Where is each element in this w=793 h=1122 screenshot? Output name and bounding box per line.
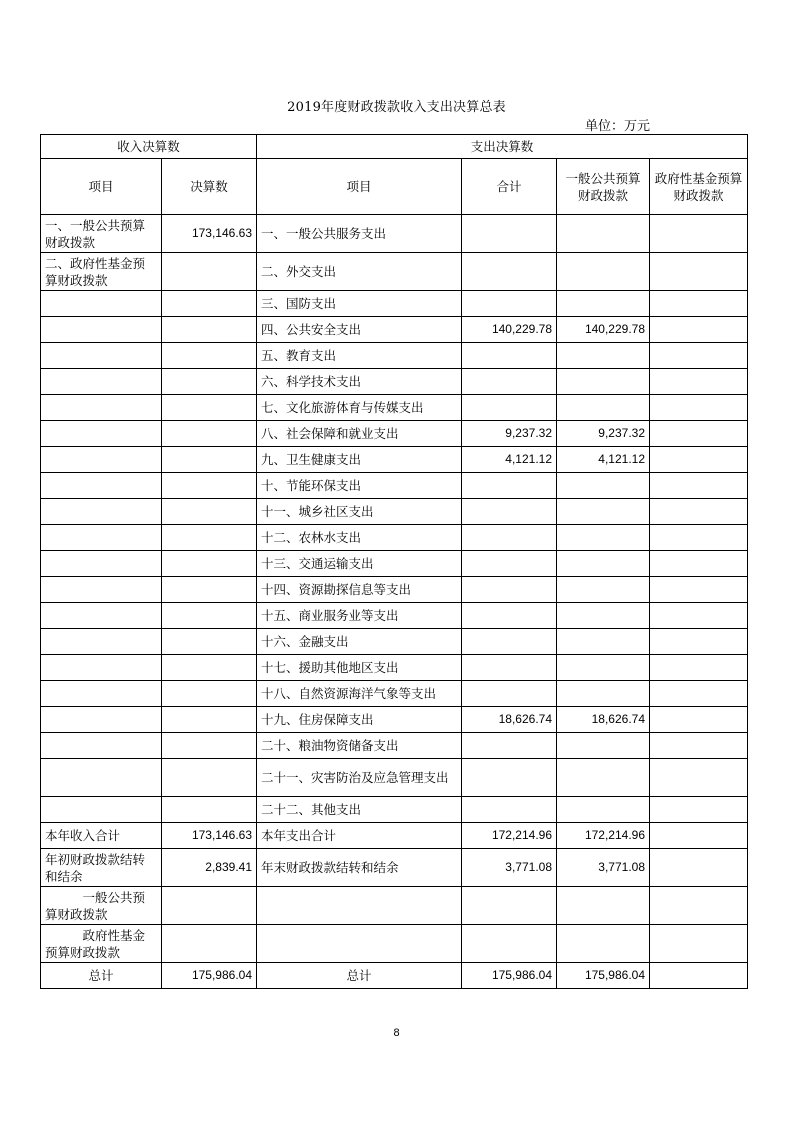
fund-budget-cell (650, 291, 748, 317)
general-budget-cell: 18,626.74 (557, 707, 650, 733)
empty-cell (557, 887, 650, 925)
total-cell: 140,229.78 (462, 317, 557, 343)
table-row (41, 291, 748, 317)
grand-total-expense: 175,986.04 (462, 963, 557, 989)
end-carryover-general: 3,771.08 (557, 849, 650, 887)
income-item-cell: 二、政府性基金预算财政拨款 (41, 253, 162, 291)
budget-summary-table (40, 134, 748, 989)
general-budget-cell (557, 473, 650, 499)
income-amount-cell (162, 603, 257, 629)
begin-carryover-label: 年初财政拨款结转和结余 (41, 849, 162, 887)
income-item-cell (41, 551, 162, 577)
fund-budget-cell (650, 447, 748, 473)
expense-item-cell: 九、卫生健康支出 (257, 447, 462, 473)
income-amount-cell (162, 525, 257, 551)
total-cell (462, 291, 557, 317)
fund-budget-cell (650, 317, 748, 343)
empty-cell (162, 887, 257, 925)
fund-budget-cell (650, 343, 748, 369)
income-item-cell (41, 759, 162, 797)
total-cell (462, 525, 557, 551)
empty-cell (462, 887, 557, 925)
general-budget-cell (557, 369, 650, 395)
year-total-row (41, 823, 748, 849)
income-amount-cell (162, 681, 257, 707)
col-general-budget: 一般公共预算财政拨款 (557, 159, 650, 215)
year-expense-general: 172,214.96 (557, 823, 650, 849)
expense-item-cell: 六、科学技术支出 (257, 369, 462, 395)
group-header-row (41, 135, 748, 159)
general-budget-cell (557, 215, 650, 253)
fund-budget-cell (650, 395, 748, 421)
table-row (41, 551, 748, 577)
table-row (41, 473, 748, 499)
total-cell (462, 343, 557, 369)
income-item-cell (41, 421, 162, 447)
general-budget-cell (557, 577, 650, 603)
sub-fund-label: 政府性基金预算财政拨款 (41, 925, 162, 963)
expense-item-cell: 三、国防支出 (257, 291, 462, 317)
empty-cell (462, 925, 557, 963)
table-row (41, 603, 748, 629)
table-row (41, 395, 748, 421)
table-row (41, 577, 748, 603)
fund-budget-cell (650, 421, 748, 447)
total-cell (462, 577, 557, 603)
year-expense-fund (650, 823, 748, 849)
income-group-header: 收入决算数 (41, 135, 257, 159)
income-item-cell (41, 733, 162, 759)
income-item-cell (41, 369, 162, 395)
income-item-cell (41, 447, 162, 473)
expense-item-cell: 十八、自然资源海洋气象等支出 (257, 681, 462, 707)
table-row (41, 447, 748, 473)
income-item-cell (41, 343, 162, 369)
expense-item-cell: 七、文化旅游体育与传媒支出 (257, 395, 462, 421)
carryover-row (41, 849, 748, 887)
grand-total-row (41, 963, 748, 989)
income-amount-cell (162, 395, 257, 421)
total-cell (462, 253, 557, 291)
year-expense-label: 本年支出合计 (257, 823, 462, 849)
general-budget-cell (557, 395, 650, 421)
income-amount-cell (162, 317, 257, 343)
income-amount-cell (162, 473, 257, 499)
total-cell (462, 499, 557, 525)
table-row (41, 499, 748, 525)
table-row (41, 797, 748, 823)
table-row (41, 317, 748, 343)
fund-budget-cell (650, 681, 748, 707)
expense-item-cell: 二、外交支出 (257, 253, 462, 291)
expense-group-header: 支出决算数 (257, 135, 748, 159)
total-cell (462, 681, 557, 707)
income-item-cell (41, 473, 162, 499)
year-expense-total: 172,214.96 (462, 823, 557, 849)
unit-label: 单位：万元 (585, 119, 651, 134)
income-item-cell (41, 655, 162, 681)
income-amount-cell: 173,146.63 (162, 215, 257, 253)
grand-total-fund (650, 963, 748, 989)
expense-item-cell: 十三、交通运输支出 (257, 551, 462, 577)
expense-item-cell: 十六、金融支出 (257, 629, 462, 655)
fund-budget-cell (650, 733, 748, 759)
grand-total-label-right: 总计 (257, 963, 462, 989)
general-budget-cell (557, 759, 650, 797)
empty-cell (650, 887, 748, 925)
sub-general-label: 一般公共预算财政拨款 (41, 887, 162, 925)
total-cell (462, 551, 557, 577)
table-row (41, 655, 748, 681)
fund-budget-cell (650, 473, 748, 499)
total-cell (462, 629, 557, 655)
fund-budget-cell (650, 577, 748, 603)
table-row (41, 421, 748, 447)
income-item-cell (41, 317, 162, 343)
year-income-label: 本年收入合计 (41, 823, 162, 849)
general-budget-cell (557, 629, 650, 655)
sub-general-row (41, 887, 748, 925)
fund-budget-cell (650, 629, 748, 655)
fund-budget-cell (650, 253, 748, 291)
income-amount-cell (162, 369, 257, 395)
general-budget-cell (557, 603, 650, 629)
income-amount-cell (162, 291, 257, 317)
empty-cell (257, 925, 462, 963)
table-row (41, 681, 748, 707)
expense-item-cell: 八、社会保障和就业支出 (257, 421, 462, 447)
table-row (41, 707, 748, 733)
empty-cell (162, 925, 257, 963)
sub-fund-row (41, 925, 748, 963)
general-budget-cell (557, 681, 650, 707)
col-total: 合计 (462, 159, 557, 215)
total-cell (462, 797, 557, 823)
fund-budget-cell (650, 797, 748, 823)
total-cell (462, 733, 557, 759)
income-item-cell (41, 681, 162, 707)
total-cell (462, 395, 557, 421)
general-budget-cell (557, 343, 650, 369)
income-item-cell (41, 603, 162, 629)
general-budget-cell (557, 551, 650, 577)
income-item-cell (41, 291, 162, 317)
income-item-cell (41, 797, 162, 823)
expense-item-cell: 五、教育支出 (257, 343, 462, 369)
table-row (41, 733, 748, 759)
income-item-cell: 一、一般公共预算财政拨款 (41, 215, 162, 253)
general-budget-cell (557, 525, 650, 551)
grand-total-income: 175,986.04 (162, 963, 257, 989)
expense-item-cell: 二十、粮油物资储备支出 (257, 733, 462, 759)
general-budget-cell: 4,121.12 (557, 447, 650, 473)
expense-item-cell: 十九、住房保障支出 (257, 707, 462, 733)
expense-item-cell: 十一、城乡社区支出 (257, 499, 462, 525)
expense-item-cell: 十、节能环保支出 (257, 473, 462, 499)
general-budget-cell (557, 291, 650, 317)
income-amount-cell (162, 733, 257, 759)
total-cell (462, 759, 557, 797)
income-item-cell (41, 395, 162, 421)
income-amount-cell (162, 797, 257, 823)
income-amount-cell (162, 499, 257, 525)
fund-budget-cell (650, 707, 748, 733)
income-item-cell (41, 525, 162, 551)
expense-item-cell: 二十二、其他支出 (257, 797, 462, 823)
table-row (41, 525, 748, 551)
expense-item-cell: 十五、商业服务业等支出 (257, 603, 462, 629)
general-budget-cell (557, 655, 650, 681)
income-amount-cell (162, 551, 257, 577)
income-amount-cell (162, 343, 257, 369)
empty-cell (257, 887, 462, 925)
end-carryover-total: 3,771.08 (462, 849, 557, 887)
total-cell: 18,626.74 (462, 707, 557, 733)
general-budget-cell (557, 797, 650, 823)
expense-item-cell: 十四、资源勘探信息等支出 (257, 577, 462, 603)
total-cell (462, 369, 557, 395)
grand-total-general: 175,986.04 (557, 963, 650, 989)
income-item-cell (41, 629, 162, 655)
income-amount-cell (162, 759, 257, 797)
col-income-amount: 决算数 (162, 159, 257, 215)
fund-budget-cell (650, 525, 748, 551)
fund-budget-cell (650, 369, 748, 395)
grand-total-label-left: 总计 (41, 963, 162, 989)
total-cell: 4,121.12 (462, 447, 557, 473)
empty-cell (650, 925, 748, 963)
income-item-cell (41, 577, 162, 603)
total-cell (462, 215, 557, 253)
begin-carryover-amount: 2,839.41 (162, 849, 257, 887)
fund-budget-cell (650, 551, 748, 577)
expense-item-cell: 四、公共安全支出 (257, 317, 462, 343)
document-title: 2019年度财政拨款收入支出决算总表 (287, 100, 506, 115)
general-budget-cell: 140,229.78 (557, 317, 650, 343)
income-amount-cell (162, 421, 257, 447)
general-budget-cell (557, 499, 650, 525)
fund-budget-cell (650, 655, 748, 681)
fund-budget-cell (650, 215, 748, 253)
income-amount-cell (162, 629, 257, 655)
page-number: 8 (393, 1027, 400, 1039)
col-income-item: 项目 (41, 159, 162, 215)
general-budget-cell: 9,237.32 (557, 421, 650, 447)
expense-item-cell: 一、一般公共服务支出 (257, 215, 462, 253)
expense-item-cell: 二十一、灾害防治及应急管理支出 (257, 759, 462, 797)
column-header-row (41, 159, 748, 215)
end-carryover-label: 年末财政拨款结转和结余 (257, 849, 462, 887)
empty-cell (557, 925, 650, 963)
table-row (41, 369, 748, 395)
year-income-amount: 173,146.63 (162, 823, 257, 849)
table-row (41, 629, 748, 655)
total-cell: 9,237.32 (462, 421, 557, 447)
expense-item-cell: 十七、援助其他地区支出 (257, 655, 462, 681)
col-fund-budget: 政府性基金预算财政拨款 (650, 159, 748, 215)
fund-budget-cell (650, 759, 748, 797)
fund-budget-cell (650, 603, 748, 629)
end-carryover-fund (650, 849, 748, 887)
income-amount-cell (162, 253, 257, 291)
income-amount-cell (162, 707, 257, 733)
table-row (41, 253, 748, 291)
table-row (41, 759, 748, 797)
total-cell (462, 655, 557, 681)
total-cell (462, 473, 557, 499)
table-row (41, 343, 748, 369)
col-expense-item: 项目 (257, 159, 462, 215)
general-budget-cell (557, 733, 650, 759)
income-amount-cell (162, 577, 257, 603)
total-cell (462, 603, 557, 629)
income-item-cell (41, 499, 162, 525)
general-budget-cell (557, 253, 650, 291)
table-row (41, 215, 748, 253)
income-item-cell (41, 707, 162, 733)
income-amount-cell (162, 447, 257, 473)
income-amount-cell (162, 655, 257, 681)
fund-budget-cell (650, 499, 748, 525)
expense-item-cell: 十二、农林水支出 (257, 525, 462, 551)
